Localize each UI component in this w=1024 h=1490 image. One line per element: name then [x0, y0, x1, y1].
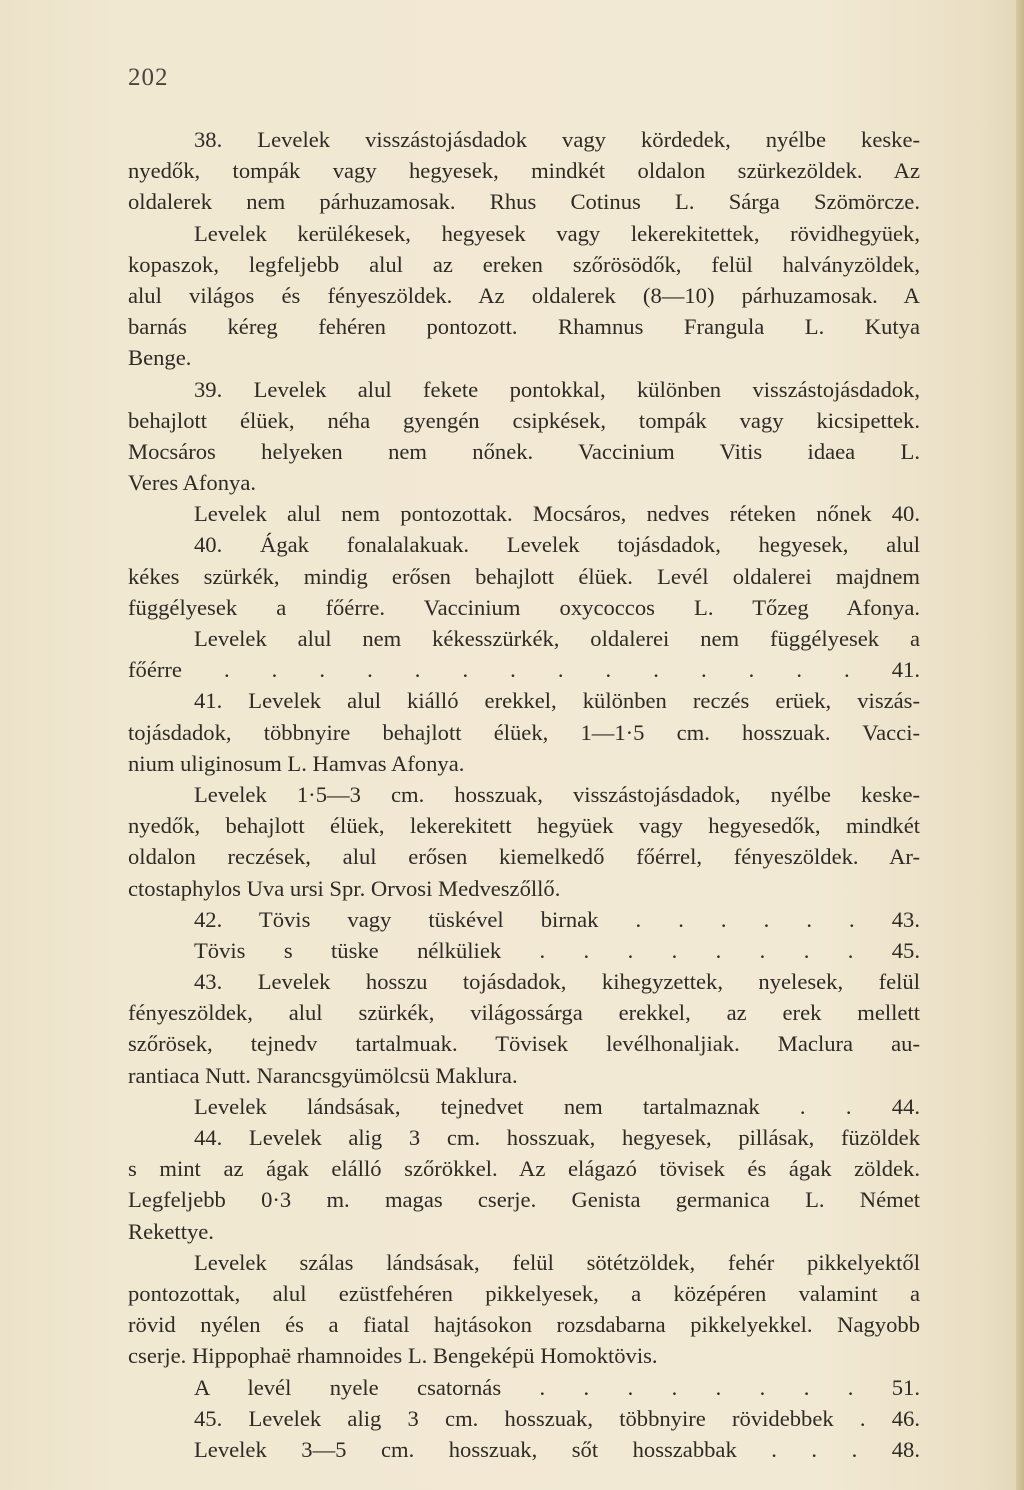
key-text-block [128, 124, 920, 1465]
text-line: Benge. [128, 345, 192, 371]
text-line: tojásdadok, többnyire behajlott élüek, 1—1·5 cm. hosszuak. Vacci- [128, 719, 920, 745]
text-line: Mocsáros helyeken nem nőnek. Vaccinium Vitis idaea L. [128, 438, 920, 464]
text-line: 43. Levelek hosszu tojásdadok, kihegyzettek, nyelesek, felül [194, 969, 920, 995]
text-line: Levelek 1·5—3 cm. hosszuak, visszástojásdadok, nyélbe keske- [194, 781, 920, 807]
text-line: 42. Tövis vagy tüskével birnak . . . . . . 43. [194, 906, 920, 932]
page-number: 202 [128, 64, 169, 91]
text-line: Levelek szálas lándsásak, felül sötétzöldek, fehér pikkelyektől [194, 1249, 920, 1275]
text-line: ctostaphylos Uva ursi Spr. Orvosi Medveszőllő. [128, 875, 561, 901]
text-line: nyedők, tompák vagy hegyesek, mindkét oldalon szürkezöldek. Az [128, 158, 920, 184]
text-line: Legfeljebb 0·3 m. magas cserje. Genista germanica L. Német [128, 1187, 920, 1213]
text-line: nium uliginosum L. Hamvas Afonya. [128, 750, 465, 776]
text-line: 45. Levelek alig 3 cm. hosszuak, többnyire rövidebbek . 46. [194, 1405, 920, 1431]
text-line: barnás kéreg fehéren pontozott. Rhamnus Frangula L. Kutya [128, 314, 920, 340]
text-line: Levelek kerülékesek, hegyesek vagy lekerekitettek, rövidhegyüek, [194, 220, 920, 246]
text-line: pontozottak, alul ezüstfehéren pikkelyesek, a középéren valamint a [128, 1280, 920, 1306]
text-line: függélyesek a főérre. Vaccinium oxycoccos L. Tőzeg Afonya. [128, 594, 920, 620]
text-line: főérre . . . . . . . . . . . . . . 41. [128, 657, 920, 683]
text-line: oldalerek nem párhuzamosak. Rhus Cotinus L. Sárga Szömörcze. [128, 189, 920, 215]
text-line: fényeszöldek, alul szürkék, világossárga erekkel, az erek mellett [128, 1000, 920, 1026]
text-line: rövid nyélen és a fiatal hajtásokon rozsdabarna pikkelyekkel. Nagyobb [128, 1312, 920, 1338]
text-line: s mint az ágak elálló szőrökkel. Az elágazó tövisek és ágak zöldek. [128, 1156, 920, 1182]
text-line: Levelek alul nem pontozottak. Mocsáros, nedves réteken nőnek 40. [194, 501, 920, 527]
text-line: kopaszok, legfeljebb alul az ereken szőrösödők, felül halványzöldek, [128, 251, 920, 277]
text-line: Levelek 3—5 cm. hosszuak, sőt hosszabbak . . . 48. [194, 1436, 920, 1462]
text-line: 39. Levelek alul fekete pontokkal, különben visszástojásdadok, [194, 376, 920, 402]
text-line: cserje. Hippophaë rhamnoides L. Bengeképü Homoktövis. [128, 1343, 658, 1369]
text-line: oldalon reczések, alul erősen kiemelkedő főérrel, fényeszöldek. Ar- [128, 844, 920, 870]
text-line: 41. Levelek alul kiálló erekkel, különben reczés erüek, viszás- [194, 688, 920, 714]
text-line: 40. Ágak fonalalakuak. Levelek tojásdadok, hegyesek, alul [194, 532, 920, 558]
text-line: alul világos és fényeszöldek. Az oldalerek (8—10) párhuzamosak. A [128, 282, 920, 308]
text-line: A levél nyele csatornás . . . . . . . . 51. [194, 1374, 920, 1400]
text-line: Veres Afonya. [128, 470, 256, 496]
text-line: kékes szürkék, mindig erősen behajlott élüek. Levél oldalerei majdnem [128, 563, 920, 589]
text-line: nyedők, behajlott élüek, lekerekitett hegyüek vagy hegyesedők, mindkét [128, 813, 920, 839]
text-line: Tövis s tüske nélküliek . . . . . . . . 45. [194, 937, 920, 963]
text-line: Levelek lándsásak, tejnedvet nem tartalmaznak . . 44. [194, 1093, 920, 1119]
text-line: Levelek alul nem kékesszürkék, oldalerei nem függélyesek a [194, 626, 920, 651]
text-line: behajlott élüek, néha gyengén csipkések, tompák vagy kicsipettek. [128, 407, 920, 433]
text-line: rantiaca Nutt. Narancsgyümölcsü Maklura. [128, 1062, 518, 1088]
text-line: 44. Levelek alig 3 cm. hosszuak, hegyesek, pillásak, füzöldek [194, 1125, 920, 1150]
text-line: Rekettye. [128, 1218, 214, 1244]
page-edge [1016, 0, 1024, 1490]
text-line: szőrösek, tejnedv tartalmuak. Tövisek levélhonaljiak. Maclura au- [128, 1031, 920, 1057]
text-line: 38. Levelek visszástojásdadok vagy kördedek, nyélbe keske- [194, 127, 920, 152]
